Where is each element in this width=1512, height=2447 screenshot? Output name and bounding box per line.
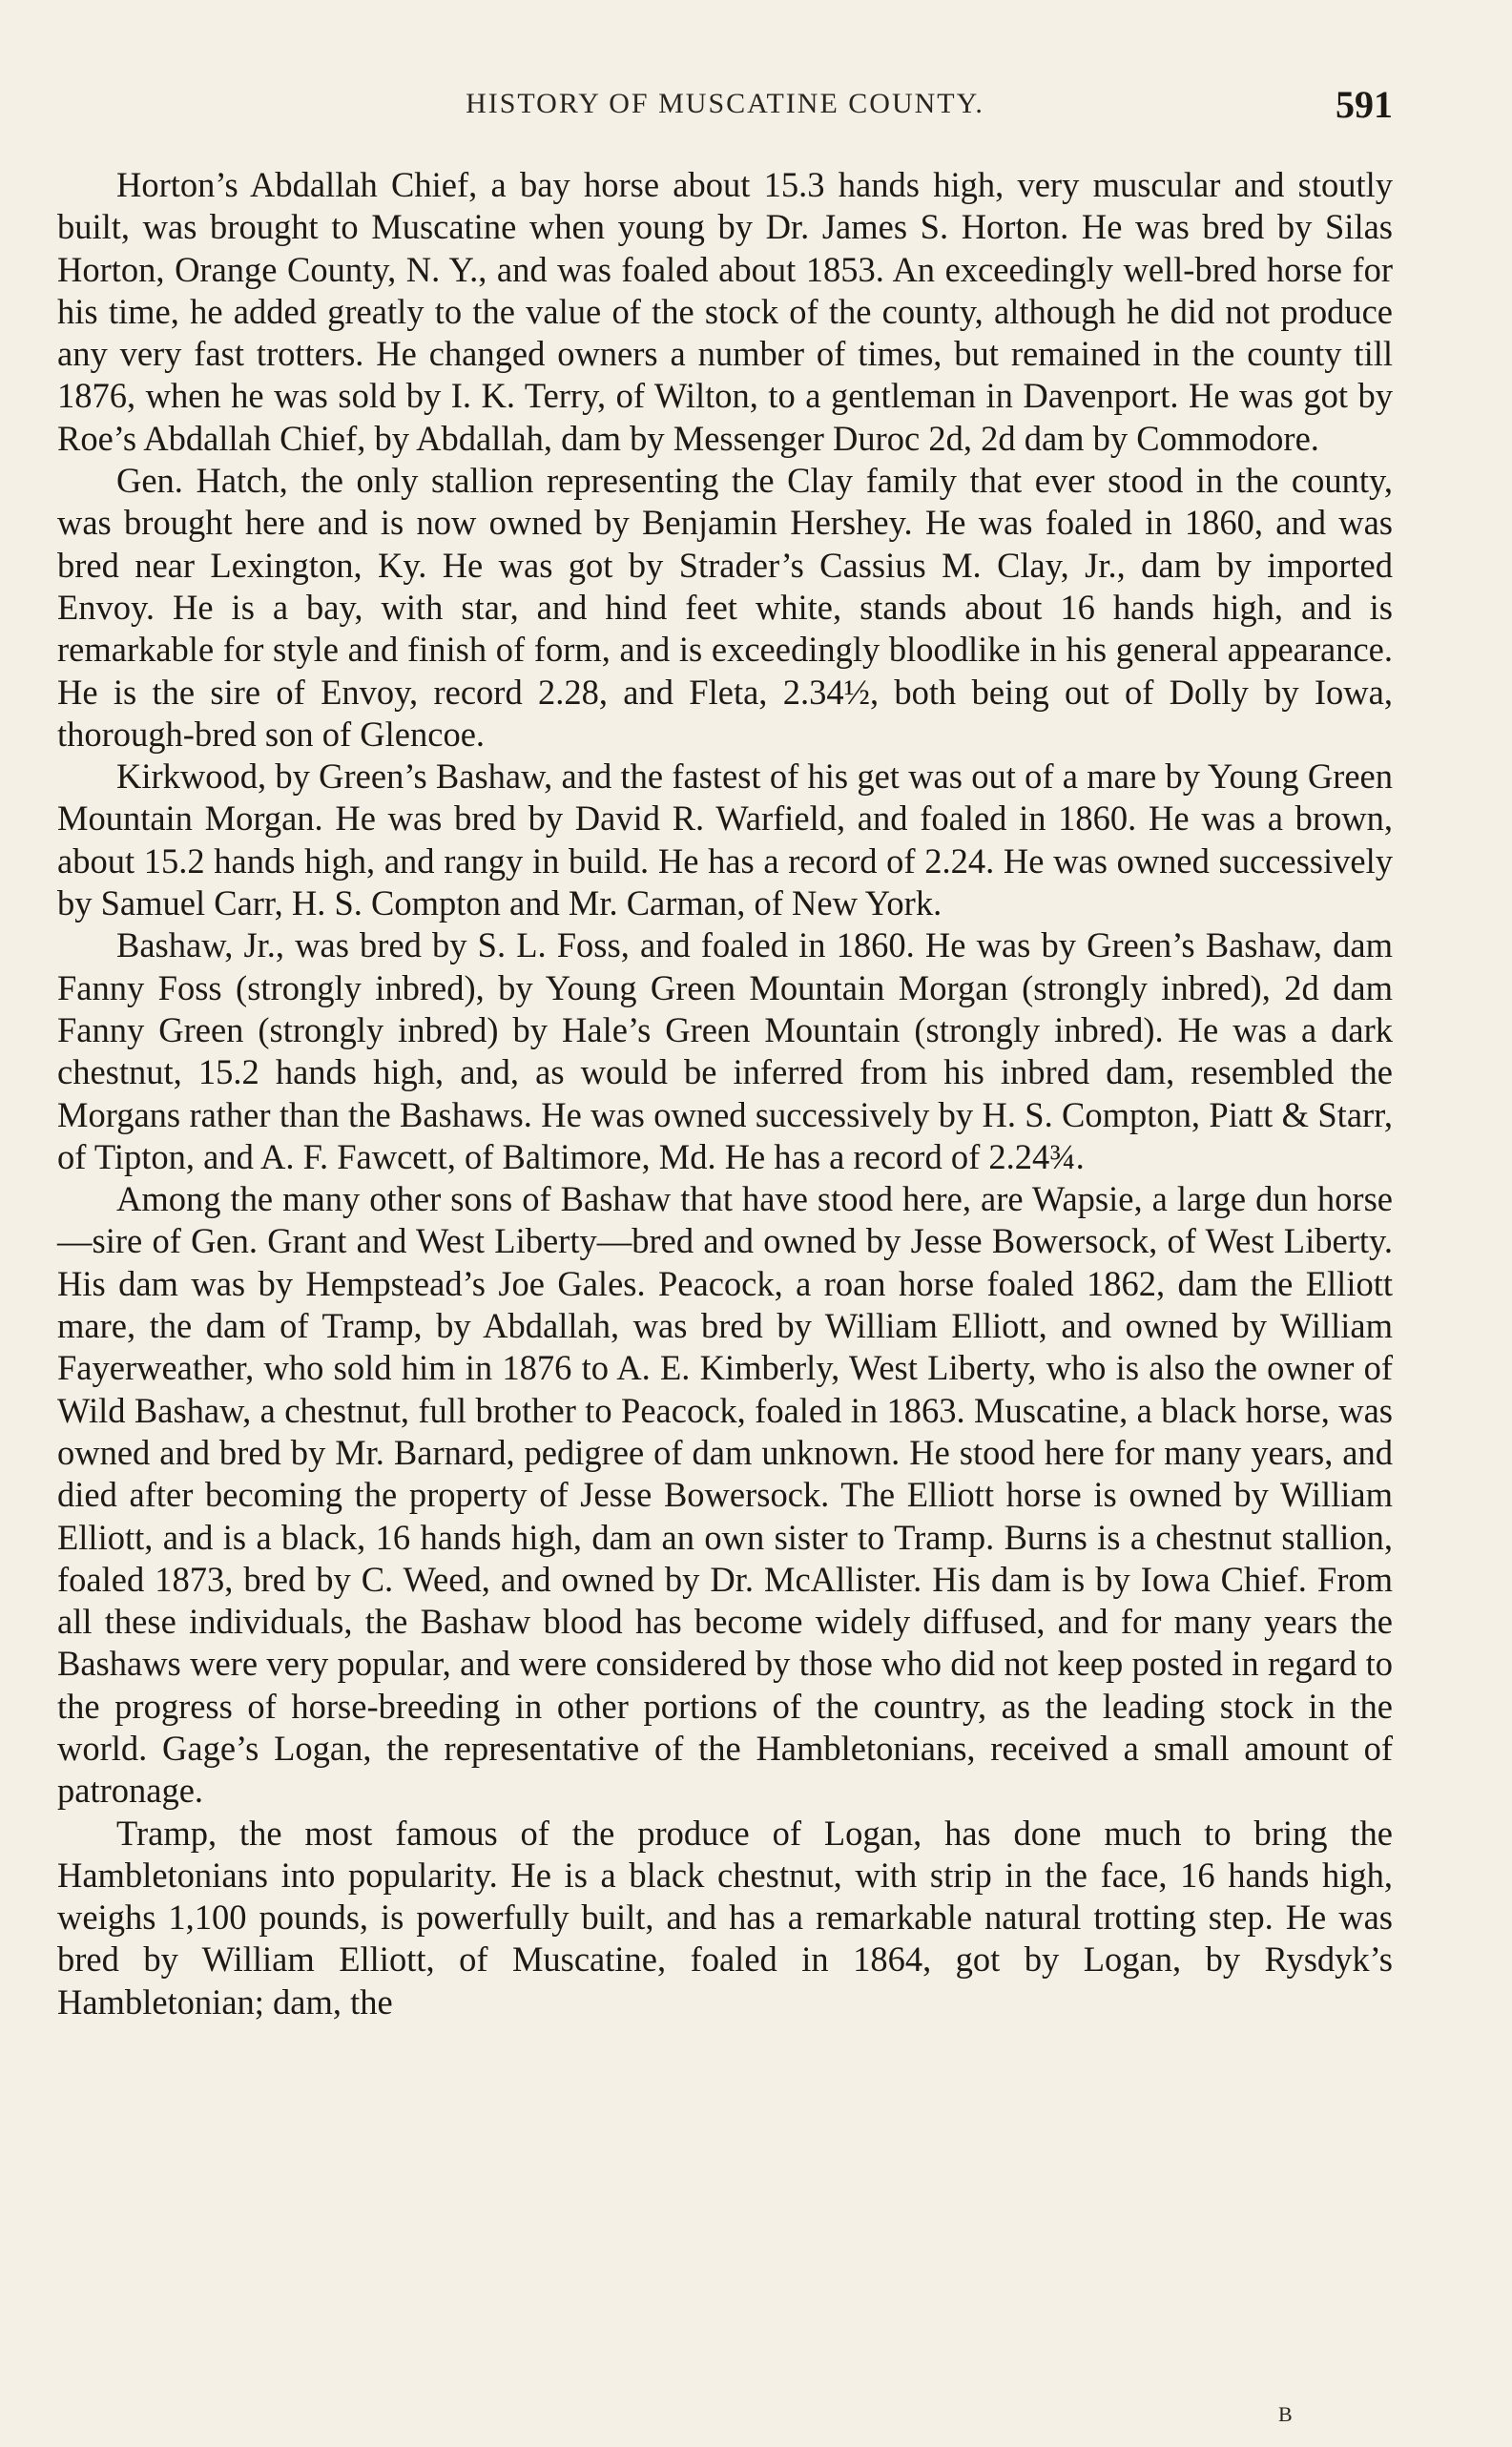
page-header — [57, 83, 1393, 135]
running-title: HISTORY OF MUSCATINE COUNTY. — [466, 88, 984, 119]
page-number: 591 — [1336, 83, 1393, 126]
signature-mark: B — [1278, 2402, 1293, 2426]
paragraph-hortons-abdallah-chief: Horton’s Abdallah Chief, a bay horse about 15.3 hands high, very muscular and stoutly built, was brought to Muscatine when young by Dr. James S. Horton. He was bred by Silas Horton, Orange County, N. Y., and was foaled about 1853. An exceedingly well-bred horse for his time, he added greatly to the value of the stock of the county, although he did not produce any very fast trotters. He changed owners a number of times, but remained in the county till 1876, when he was sold by I. K. Terry, of Wilton, to a gentleman in Davenport. He was got by Roe’s Abdallah Chief, by Abdallah, dam by Messenger Duroc 2d, 2d dam by Commodore. — [57, 165, 1393, 458]
paragraph-tramp: Tramp, the most famous of the produce of Logan, has done much to bring the Hambletonians into popularity. He is a black chestnut, with strip in the face, 16 hands high, weighs 1,100 pounds, is powerfully built, and has a remarkable natural trotting step. He was bred by William Elliott, of Muscatine, foaled in 1864, got by Logan, by Rysdyk’s Hambletonian; dam, the — [57, 1813, 1393, 2022]
page-body — [57, 164, 1393, 2023]
paragraph-bashaw-jr: Bashaw, Jr., was bred by S. L. Foss, and foaled in 1860. He was by Green’s Bashaw, dam Fanny Foss (strongly inbred), by Young Green Mountain Morgan (strongly inbred), 2d dam Fanny Green (strongly inbred) by Hale’s Green Mountain (strongly inbred). He was a dark chestnut, 15.2 hands high, and, as would be inferred from his inbred dam, resembled the Morgans rather than the Bashaws. He was owned successively by H. S. Compton, Piatt & Starr, of Tipton, and A. F. Fawcett, of Baltimore, Md. He has a record of 2.24¾. — [57, 925, 1393, 1176]
paragraph-gen-hatch: Gen. Hatch, the only stallion representing the Clay family that ever stood in the county, was brought here and is now owned by Benjamin Hershey. He was foaled in 1860, and was bred near Lexington, Ky. He was got by Strader’s Cassius M. Clay, Jr., dam by imported Envoy. He is a bay, with star, and hind feet white, stands about 16 hands high, and is remarkable for style and finish of form, and is exceedingly bloodlike in his general appearance. He is the sire of Envoy, record 2.28, and Fleta, 2.34½, both being out of Dolly by Iowa, thorough-bred son of Glencoe. — [57, 461, 1393, 754]
paragraph-kirkwood: Kirkwood, by Green’s Bashaw, and the fastest of his get was out of a mare by Young Green Mountain Morgan. He was bred by David R. Warfield, and foaled in 1860. He was a brown, about 15.2 hands high, and rangy in build. He has a record of 2.24. He was owned successively by Samuel Carr, H. S. Compton and Mr. Carman, of New York. — [57, 757, 1393, 923]
paragraph-sons-of-bashaw: Among the many other sons of Bashaw that have stood here, are Wapsie, a large dun horse—sire of Gen. Grant and West Liberty—bred and owned by Jesse Bowersock, of West Liberty. His dam was by Hempstead’s Joe Gales. Peacock, a roan horse foaled 1862, dam the Elliott mare, the dam of Tramp, by Abdallah, was bred by William Elliott, and owned by William Fayerweather, who sold him in 1876 to A. E. Kimberly, West Liberty, who is also the owner of Wild Bashaw, a chestnut, full brother to Peacock, foaled in 1863. Muscatine, a black horse, was owned and bred by Mr. Barnard, pedigree of dam unknown. He stood here for many years, and died after becoming the property of Jesse Bowersock. The Elliott horse is owned by William Elliott, and is a black, 16 hands high, dam an own sister to Tramp. Burns is a chestnut stallion, foaled 1873, bred by C. Weed, and owned by Dr. McAllister. His dam is by Iowa Chief. From all these individuals, the Bashaw blood has become widely diffused, and for many years the Bashaws were very popular, and were considered by those who did not keep posted in regard to the progress of horse-breeding in other portions of the country, as the leading stock in the world. Gage’s Logan, the representative of the Hambletonians, received a small amount of patronage. — [57, 1179, 1393, 1811]
